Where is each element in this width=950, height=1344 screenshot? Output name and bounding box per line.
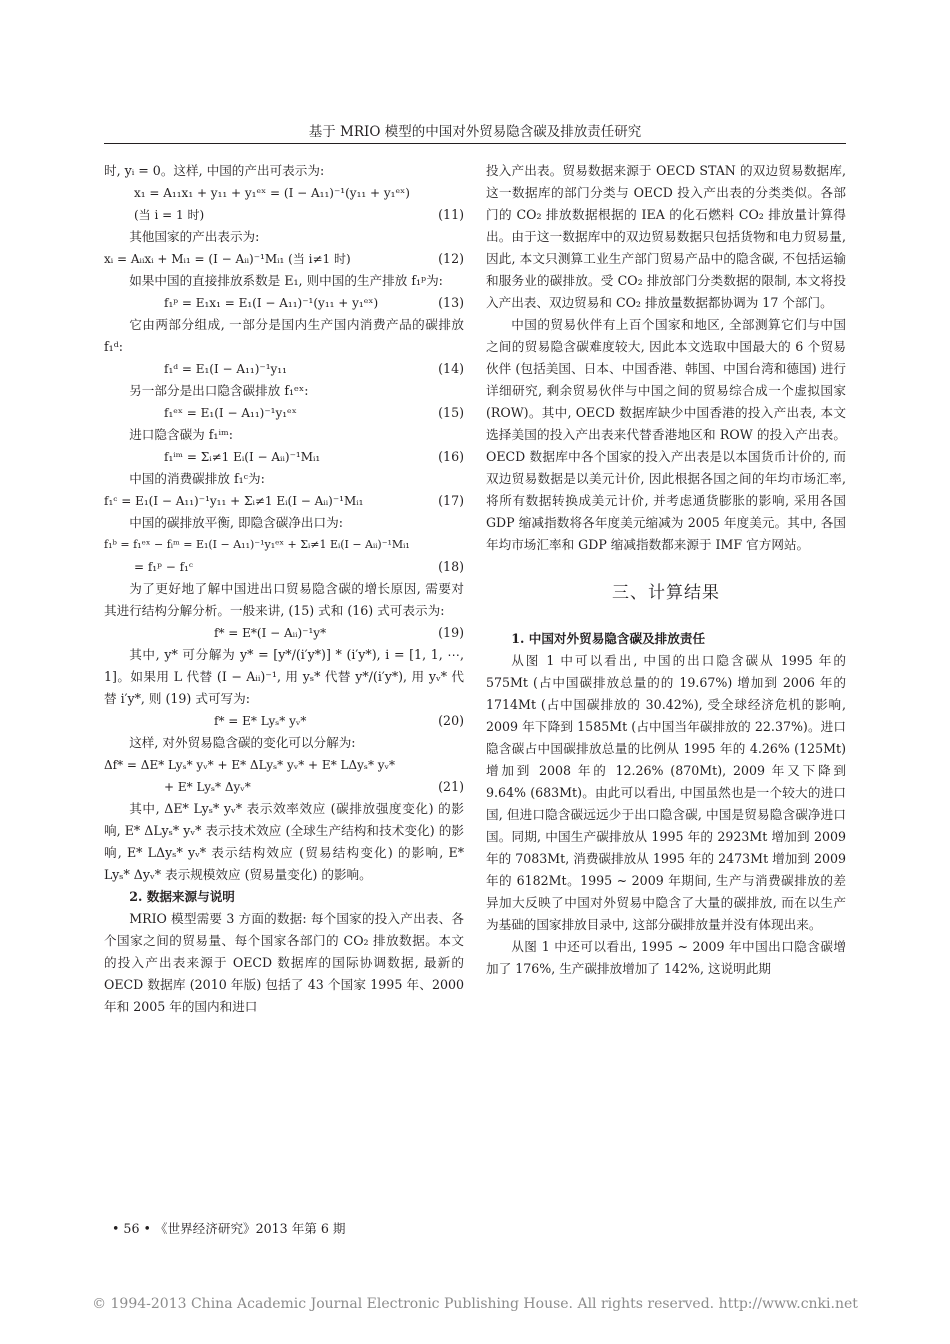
equation-number: (12) — [438, 251, 464, 266]
equation-18b: = f₁ᵖ − f₁ᶜ (18) — [104, 556, 464, 578]
paragraph: 时, yᵢ = 0。这样, 中国的产出可表示为: — [104, 163, 325, 178]
copyright-line: © 1994-2013 China Academic Journal Electronic Publishing House. All rights reserved. http://www.cnki.net — [92, 1296, 858, 1312]
subsection-heading: 1. 中国对外贸易隐含碳及排放责任 — [511, 631, 706, 646]
subsection-heading: 2. 数据来源与说明 — [129, 889, 235, 904]
equation-20: f* = E* Lyₛ* yᵥ* (20) — [104, 710, 464, 732]
equation-11a: x₁ = A₁₁x₁ + y₁₁ + y₁ᵉˣ = (I − A₁₁)⁻¹(y₁₁ + y₁ᵉˣ) — [134, 186, 410, 200]
paragraph: 它由两部分组成, 一部分是国内生产国内消费产品的碳排放 f₁ᵈ: — [104, 317, 464, 354]
paragraph: 另一部分是出口隐含碳排放 f₁ᵉˣ: — [129, 383, 309, 398]
equation-14: f₁ᵈ = E₁(I − A₁₁)⁻¹y₁₁ (14) — [104, 358, 464, 380]
paragraph: 为了更好地了解中国进出口贸易隐含碳的增长原因, 需要对其进行结构分解分析。一般来讲, (15) 式和 (16) 式可表示为: — [104, 581, 464, 618]
paragraph: 中国的贸易伙伴有上百个国家和地区, 全部测算它们与中国之间的贸易隐含碳难度较大, 因此本文选取中国最大的 6 个贸易伙伴 (包括美国、日本、中国香港、韩国、中国台湾和德国) 进行详细研究, 剩余贸易伙伴与中国之间的贸易综合成一个虚拟国家 (ROW)。其中, OECD 数据库缺少中国香港的投入产出表, 本文选择美国的投入产出表来代替香港地区和 ROW 的投入产出表。OECD 数据库中各个国家的投入产出表是以本国货币计价的, 而双边贸易数据是以美元计价, 因此根据各国之间的年均市场汇率, 将所有数据转换成美元计价, 并考虑通货膨胀的影响, 采用各国 GDP 缩减指数将各年度美元缩减为 2005 年度美元。其中, 各国年均市场汇率和 GDP 缩减指数都来源于 IMF 官方网站。 — [486, 317, 846, 552]
equation-15: f₁ᵉˣ = E₁(I − A₁₁)⁻¹y₁ᵉˣ (15) — [104, 402, 464, 424]
equation-number: (18) — [438, 559, 464, 574]
equation-number: (20) — [438, 713, 464, 728]
paragraph: MRIO 模型需要 3 方面的数据: 每个国家的投入产出表、各个国家之间的贸易量、每个国家各部门的 CO₂ 排放数据。本文的投入产出表来源于 OECD 数据库的国际协调数据, 最新的 OECD 数据库 (2010 年版) 包括了 43 个国家 1995 年、2000 年和 2005 年的国内和进口 — [104, 911, 464, 1014]
equation-11b: (当 i = 1 时) (11) — [104, 204, 464, 226]
paragraph: 中国的消费碳排放 f₁ᶜ为: — [129, 471, 265, 486]
equation-19: f* = E*(I − Aᵢᵢ)⁻¹y* (19) — [104, 622, 464, 644]
equation-12: xᵢ = Aᵢᵢxᵢ + Mᵢ₁ = (I − Aᵢᵢ)⁻¹Mᵢ₁ (当 i≠1 时) (12) — [104, 248, 464, 270]
paragraph: 从图 1 中可以看出, 中国的出口隐含碳从 1995 年的 575Mt (占中国碳排放总量的的 19.67%) 增加到 2006 年的 1714Mt (占中国碳排放的 30.42%), 受全球经济危机的影响, 2009 年下降到 1585Mt (占中国当年碳排放的 22.37%)。进口隐含碳占中国碳排放总量的比例从 1995 年的 4.26% (125Mt) 增加到 2008 年的 12.26% (870Mt), 2009 年又下降到 9.64% (683Mt)。由此可以看出, 中国虽然也是一个较大的进口国, 但进口隐含碳远远少于出口隐含碳, 中国是贸易隐含碳净进口国。同期, 中国生产碳排放从 1995 年的 2923Mt 增加到 2009 年的 7083Mt, 消费碳排放从 1995 年的 2473Mt 增加到 2009 年的 6182Mt。1995 ~ 2009 年期间, 生产与消费碳排放的差异加大反映了中国对外贸易中隐含了大量的碳排放, 而在以生产为基础的国家排放目录中, 这部分碳排放量并没有体现出来。 — [486, 653, 846, 932]
equation-number: (11) — [438, 207, 464, 222]
paragraph: 其他国家的产出表示为: — [129, 229, 260, 244]
equation-17: f₁ᶜ = E₁(I − A₁₁)⁻¹y₁₁ + Σᵢ≠1 Eᵢ(I − Aᵢᵢ)⁻¹Mᵢ₁ (17) — [104, 490, 464, 512]
section-heading: 三、计算结果 — [612, 583, 720, 603]
equation-21a: Δf* = ΔE* Lyₛ* yᵥ* + E* ΔLyₛ* yᵥ* + E* LΔyₛ* yᵥ* — [104, 758, 396, 772]
equation-number: (16) — [438, 449, 464, 464]
paragraph: 投入产出表。贸易数据来源于 OECD STAN 的双边贸易数据库, 这一数据库的部门分类与 OECD 投入产出表的分类类似。各部门的 CO₂ 排放数据根据的 IEA 的化石燃料 CO₂ 排放量计算得出。由于这一数据库中的双边贸易数据只包括货物和电力贸易量, 因此, 本文只测算工业生产部门贸易产品中的隐含碳, 不包括运输和服务业的碳排放。受 CO₂ 排放部门分类数据的限制, 本文将投入产出表、双边贸易和 CO₂ 排放量数据都协调为 17 个部门。 — [486, 163, 846, 310]
equation-13: f₁ᵖ = E₁x₁ = E₁(I − A₁₁)⁻¹(y₁₁ + y₁ᵉˣ) (13) — [104, 292, 464, 314]
paragraph: 其中, y* 可分解为 y* = [y*/(i′y*)] * (i′y*), i = [1, 1, ⋯, 1]。如果用 L 代替 (I − Aᵢᵢ)⁻¹, 用 yₛ* 代替 y*/(i′y*), 用 yᵥ* 代替 i′y*, 则 (19) 式可写为: — [104, 647, 464, 706]
right-column — [486, 160, 846, 980]
running-header: 基于 MRIO 模型的中国对外贸易隐含碳及排放责任研究 — [104, 120, 846, 144]
paragraph: 中国的碳排放平衡, 即隐含碳净出口为: — [129, 515, 343, 530]
equation-number: (15) — [438, 405, 464, 420]
equation-number: (21) — [438, 779, 464, 794]
equation-number: (19) — [438, 625, 464, 640]
equation-21b: + E* Lyₛ* Δyᵥ* (21) — [104, 776, 464, 798]
equation-18a: f₁ᵇ = f₁ᵉˣ − fᵢᵐ = E₁(I − A₁₁)⁻¹y₁ᵉˣ + Σᵢ≠1 Eᵢ(I − Aᵢᵢ)⁻¹Mᵢ₁ — [104, 538, 410, 551]
equation-number: (17) — [438, 493, 464, 508]
paragraph: 进口隐含碳为 f₁ⁱᵐ: — [129, 427, 233, 442]
equation-number: (13) — [438, 295, 464, 310]
equation-16: f₁ⁱᵐ = Σᵢ≠1 Eᵢ(I − Aᵢᵢ)⁻¹Mᵢ₁ (16) — [104, 446, 464, 468]
paragraph: 这样, 对外贸易隐含碳的变化可以分解为: — [129, 735, 356, 750]
left-column — [104, 160, 464, 1018]
page-footer: • 56 • 《世界经济研究》2013 年第 6 期 — [112, 1221, 346, 1236]
paragraph: 如果中国的直接排放系数是 E₁, 则中国的生产排放 f₁ᵖ为: — [129, 273, 443, 288]
paragraph: 其中, ΔE* Lyₛ* yᵥ* 表示效率效应 (碳排放强度变化) 的影响, E* ΔLyₛ* yᵥ* 表示技术效应 (全球生产结构和技术变化) 的影响, E* LΔyₛ* yᵥ* 表示结构效应 (贸易结构变化) 的影响, E* Lyₛ* Δyᵥ* 表示规模效应 (贸易量变化) 的影响。 — [104, 801, 464, 882]
paragraph: 从图 1 中还可以看出, 1995 ~ 2009 年中国出口隐含碳增加了 176%, 生产碳排放增加了 142%, 这说明此期 — [486, 939, 846, 976]
equation-number: (14) — [438, 361, 464, 376]
